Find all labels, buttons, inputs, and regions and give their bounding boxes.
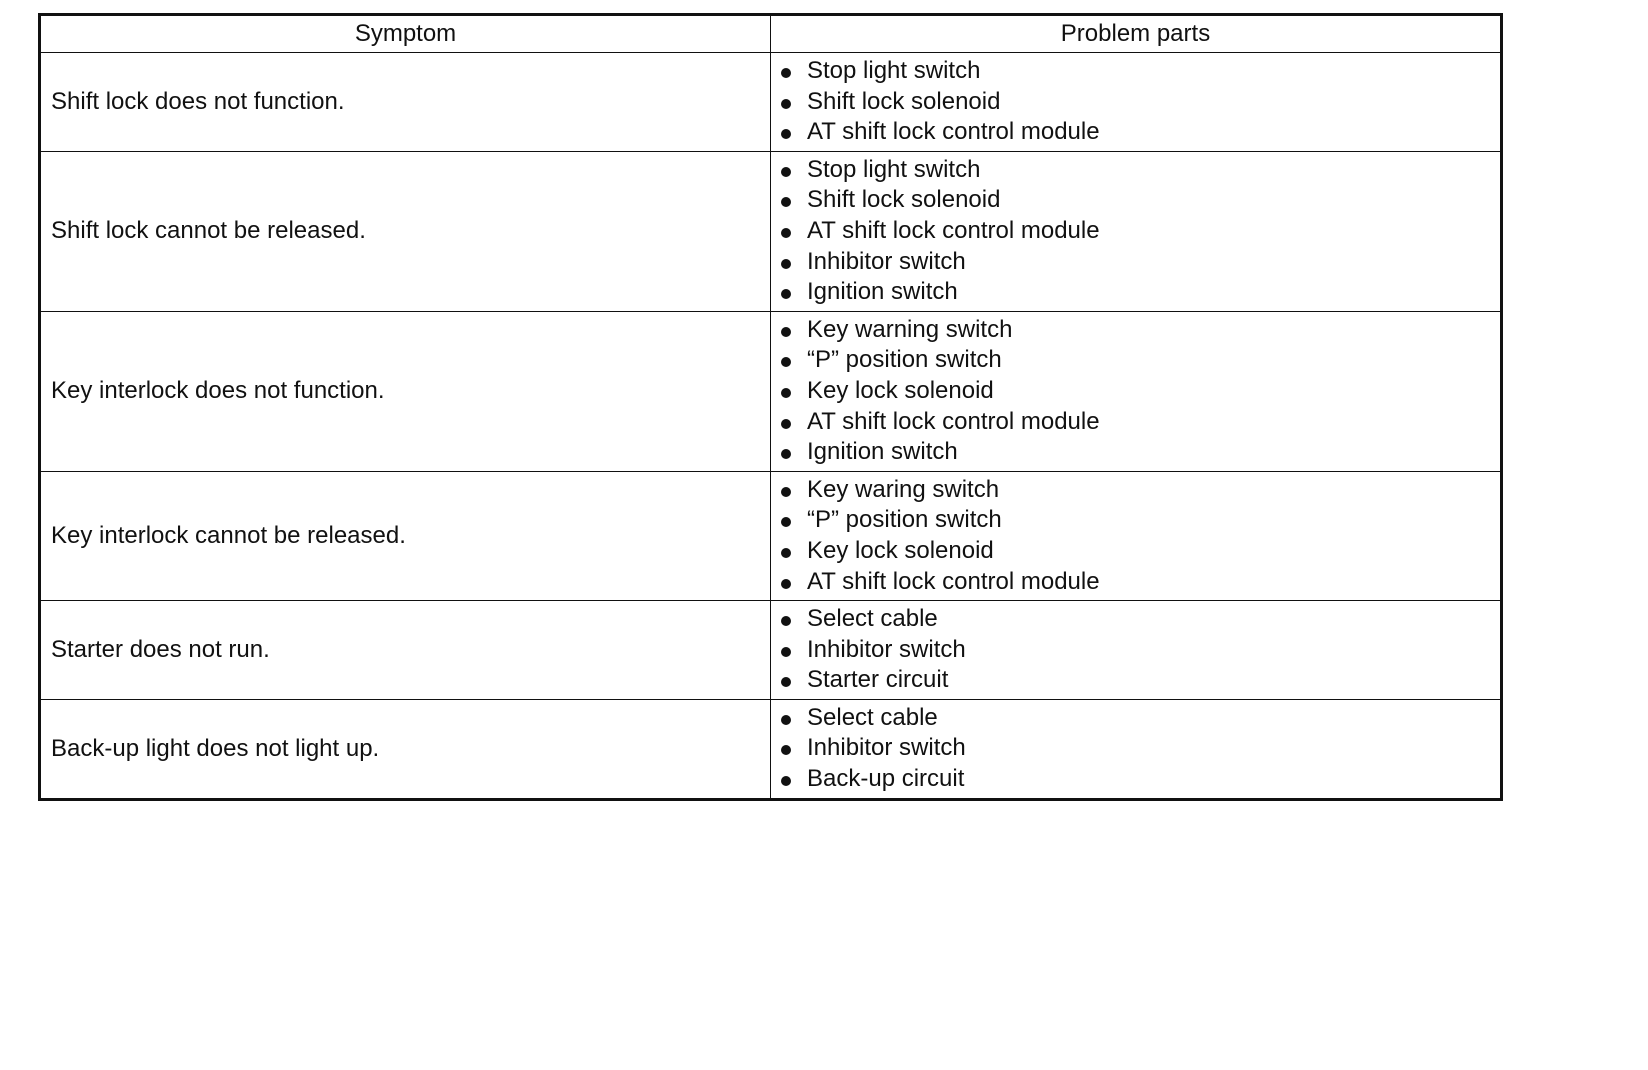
problem-part-label: “P” position switch [807,346,1002,374]
bullet-icon [781,68,791,78]
problem-part-label: Back-up circuit [807,765,965,793]
problem-part-label: Shift lock solenoid [807,87,1001,115]
problem-part-label: Inhibitor switch [807,247,966,275]
table-body [40,53,1502,800]
list-item [779,56,1500,87]
bullet-icon [781,776,791,786]
problem-part-label: Inhibitor switch [807,734,966,762]
problem-part-label: Select cable [807,605,938,633]
problem-parts-list [779,53,1500,151]
bullet-icon [781,357,791,367]
problem-part-label: AT shift lock control module [807,216,1100,244]
problem-parts-list [779,700,1500,798]
list-item [779,407,1500,438]
problem-parts-cell [771,151,1502,311]
list-item [779,376,1500,407]
symptom-cell: Key interlock cannot be released. [40,471,771,600]
bullet-icon [781,129,791,139]
list-item [779,345,1500,376]
list-item [779,155,1500,186]
list-item [779,117,1500,148]
problem-part-label: Shift lock solenoid [807,186,1001,214]
problem-part-label: Stop light switch [807,155,981,183]
bullet-icon [781,259,791,269]
problem-parts-list [779,152,1500,311]
list-item [779,665,1500,696]
bullet-icon [781,487,791,497]
bullet-icon [781,647,791,657]
problem-part-label: AT shift lock control module [807,118,1100,146]
list-item [779,247,1500,278]
symptom-cell: Back-up light does not light up. [40,699,771,799]
table-header-row [40,15,1502,53]
bullet-icon [781,167,791,177]
problem-parts-column-header: Problem parts [771,15,1502,53]
problem-part-label: AT shift lock control module [807,567,1100,595]
problem-part-label: Key lock solenoid [807,376,994,404]
problem-part-label: Key lock solenoid [807,536,994,564]
symptom-cell: Starter does not run. [40,601,771,700]
list-item [779,185,1500,216]
problem-part-label: Stop light switch [807,57,981,84]
table-row [40,151,1502,311]
table-row [40,311,1502,471]
list-item [779,764,1500,795]
bullet-icon [781,228,791,238]
bullet-icon [781,579,791,589]
problem-part-label: “P” position switch [807,506,1002,534]
table-row [40,699,1502,799]
list-item [779,604,1500,635]
bullet-icon [781,449,791,459]
symptom-cell: Shift lock cannot be released. [40,151,771,311]
bullet-icon [781,388,791,398]
list-item [779,87,1500,118]
problem-part-label: Key waring switch [807,475,1000,503]
bullet-icon [781,677,791,687]
bullet-icon [781,745,791,755]
list-item [779,475,1500,506]
problem-parts-list [779,601,1500,699]
problem-part-label: Key warning switch [807,315,1013,343]
bullet-icon [781,715,791,725]
list-item [779,635,1500,666]
problem-parts-list [779,312,1500,471]
problem-part-label: AT shift lock control module [807,407,1100,435]
list-item [779,703,1500,734]
list-item [779,505,1500,536]
problem-parts-cell [771,601,1502,700]
list-item [779,536,1500,567]
problem-part-label: Ignition switch [807,278,958,306]
list-item [779,437,1500,468]
symptom-column-header: Symptom [40,15,771,53]
problem-parts-cell [771,311,1502,471]
bullet-icon [781,197,791,207]
problem-part-label: Inhibitor switch [807,635,966,663]
symptom-cell: Key interlock does not function. [40,311,771,471]
symptom-problem-parts-table [38,13,1503,801]
problem-parts-cell [771,471,1502,600]
problem-part-label: Ignition switch [807,438,958,466]
bullet-icon [781,327,791,337]
problem-part-label: Starter circuit [807,666,949,694]
bullet-icon [781,99,791,109]
bullet-icon [781,616,791,626]
table-row [40,601,1502,700]
symptom-cell: Shift lock does not function. [40,53,771,152]
problem-parts-cell [771,53,1502,152]
bullet-icon [781,517,791,527]
problem-parts-cell [771,699,1502,799]
list-item [779,567,1500,598]
bullet-icon [781,289,791,299]
table-row [40,471,1502,600]
problem-parts-list [779,472,1500,600]
bullet-icon [781,548,791,558]
list-item [779,733,1500,764]
list-item [779,277,1500,308]
table-row [40,53,1502,152]
bullet-icon [781,419,791,429]
list-item [779,315,1500,346]
problem-part-label: Select cable [807,703,938,731]
list-item [779,216,1500,247]
